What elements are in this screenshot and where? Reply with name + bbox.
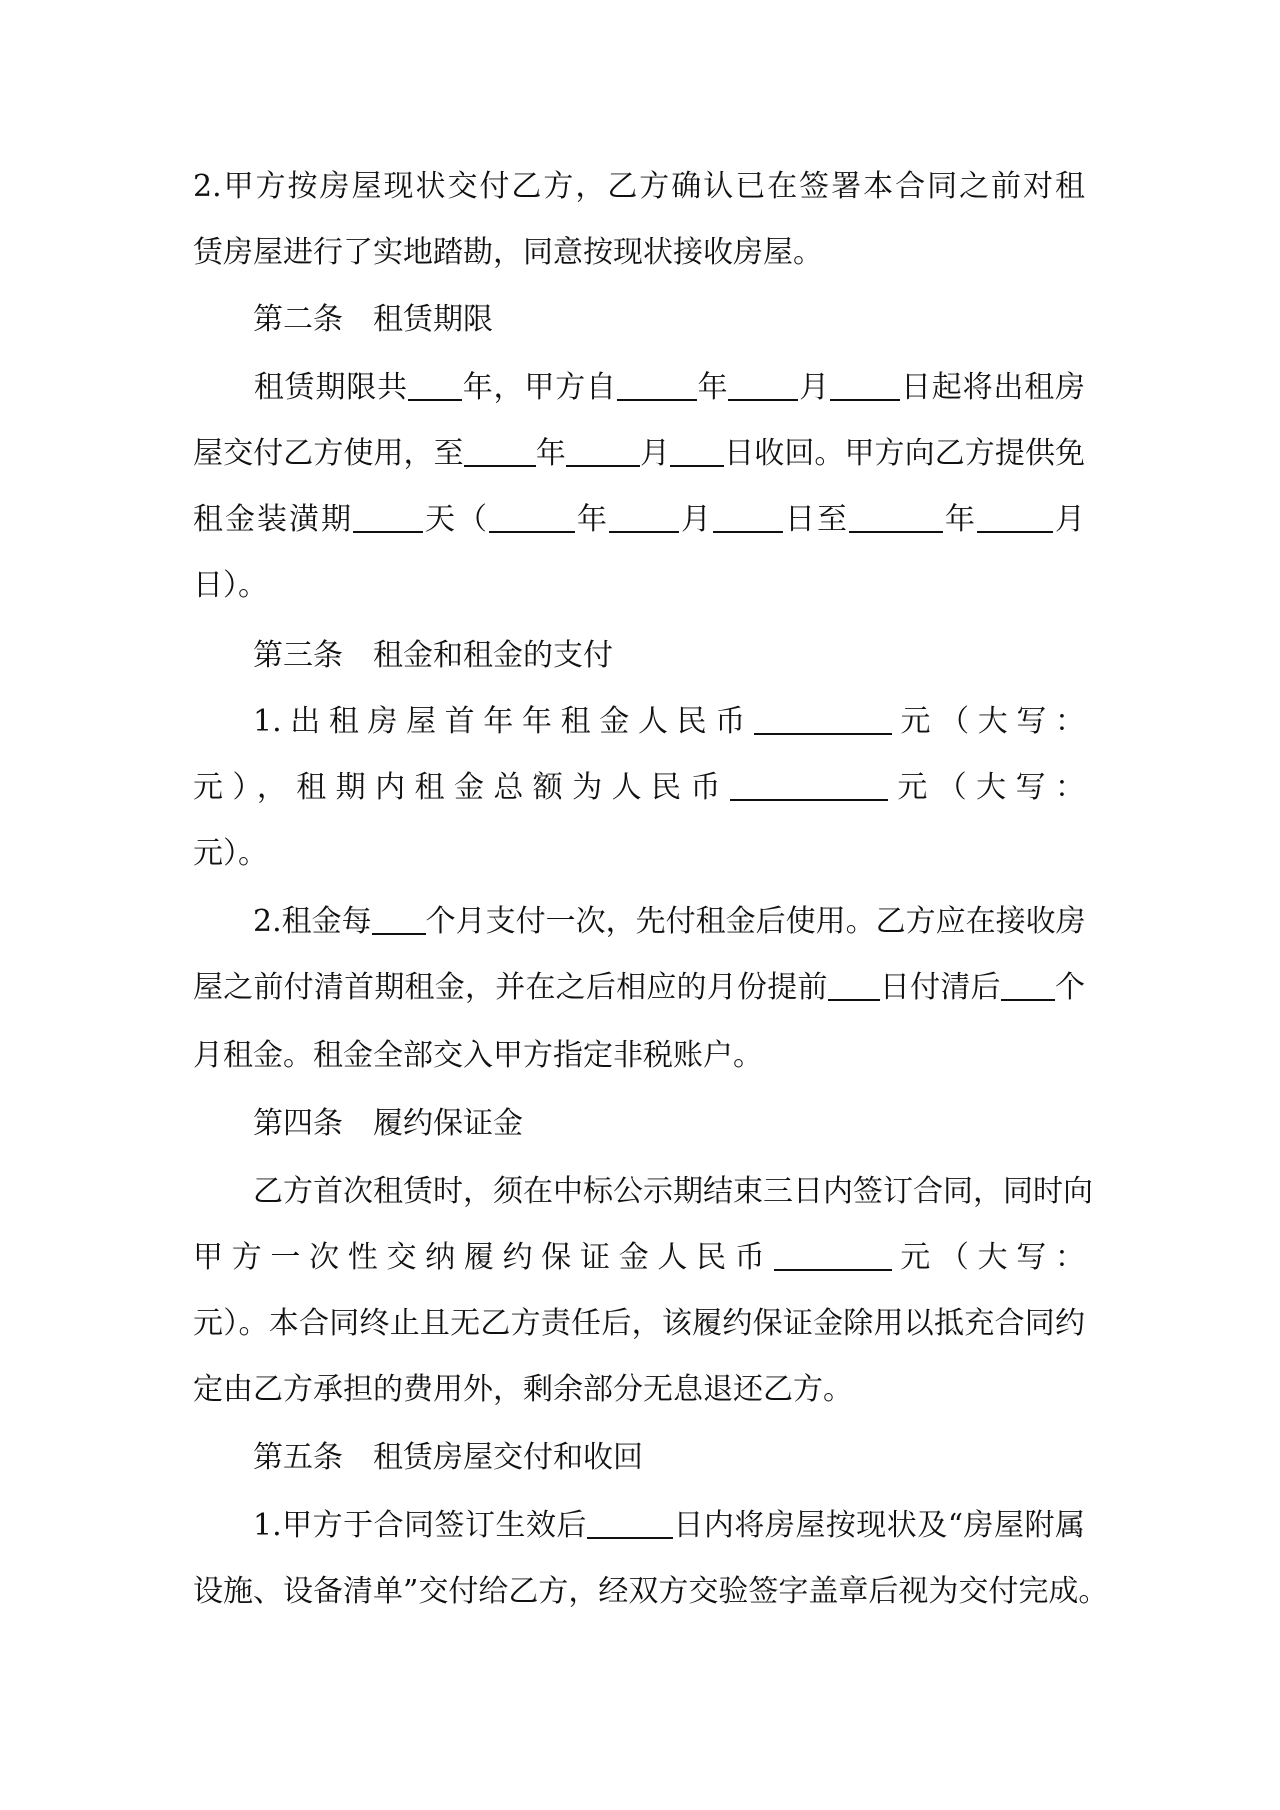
blank-first-year-rent[interactable] (754, 703, 892, 735)
article-4-line-1: 乙方首次租赁时，须在中标公示期结束三日内签订合同，同时向 (253, 1174, 1093, 1209)
blank-free-end-month[interactable] (977, 501, 1053, 533)
blank-handover-days[interactable] (587, 1507, 673, 1539)
clause-1-2-line-1: 2.甲方按房屋现状交付乙方，乙方确认已在签署本合同之前对租 (193, 169, 1085, 204)
article-5-title: 租赁房屋交付和收回 (373, 1440, 643, 1475)
blank-following-months[interactable] (1001, 969, 1055, 1001)
clause-1-2-line-2: 赁房屋进行了实地踏勘，同意按现状接收房屋。 (193, 235, 823, 270)
blank-advance-days[interactable] (828, 969, 880, 1001)
blank-start-day[interactable] (830, 369, 900, 401)
article-3-clause-1-line-3: 元）。 (193, 836, 268, 871)
article-4-line-3: 元）。本合同终止且无乙方责任后，该履约保证金除用以抵充合同约 (193, 1306, 1085, 1341)
article-4-line-2: 甲方一次性交纳履约保证金人民币 元（大写： (193, 1240, 1085, 1275)
article-2-heading (253, 300, 493, 340)
blank-lease-years[interactable] (408, 369, 462, 401)
article-3-number: 第三条 (253, 638, 343, 673)
article-3-title: 租金和租金的支付 (373, 638, 613, 673)
article-2-number: 第二条 (253, 302, 343, 337)
article-3-heading (253, 636, 613, 676)
blank-end-month[interactable] (566, 435, 640, 467)
article-2-line-4: 日）。 (193, 568, 268, 603)
article-3-clause-1-line-2: 元），租期内租金总额为人民币 元（大写： (193, 770, 1086, 805)
article-4-heading (253, 1104, 523, 1144)
blank-deposit-amount[interactable] (774, 1239, 892, 1271)
article-4-number: 第四条 (253, 1106, 343, 1141)
blank-free-start-year[interactable] (489, 501, 575, 533)
article-5-heading (253, 1438, 643, 1478)
article-2-title: 租赁期限 (373, 302, 493, 337)
article-5-line-1: 1.甲方于合同签订生效后 日内将房屋按现状及“房屋附属 (253, 1508, 1085, 1543)
blank-start-month[interactable] (728, 369, 798, 401)
article-3-clause-1-line-1: 1.出租房屋首年年租金人民币 元（大写： (253, 704, 1086, 739)
article-4-title: 履约保证金 (373, 1106, 523, 1141)
article-4-line-4: 定由乙方承担的费用外，剩余部分无息退还乙方。 (193, 1372, 853, 1407)
blank-rent-free-days[interactable] (353, 501, 423, 533)
blank-free-end-year[interactable] (849, 501, 943, 533)
article-3-clause-2-line-2: 屋之前付清首期租金，并在之后相应的月份提前 日付清后 个 (193, 970, 1086, 1005)
article-3-clause-2-line-3: 月租金。租金全部交入甲方指定非税账户。 (193, 1038, 763, 1073)
article-5-line-2: 设施、设备清单”交付给乙方，经双方交验签字盖章后视为交付完成。 (193, 1574, 1109, 1609)
blank-free-start-day[interactable] (713, 501, 783, 533)
article-2-line-3: 租金装潢期 天（ 年 月 日至 年 月 (193, 502, 1085, 537)
article-2-line-2: 屋交付乙方使用，至 年 月 日收回。甲方向乙方提供免 (193, 436, 1086, 471)
blank-start-year[interactable] (617, 369, 697, 401)
blank-end-year[interactable] (464, 435, 536, 467)
blank-free-start-month[interactable] (609, 501, 679, 533)
blank-total-rent[interactable] (730, 769, 888, 801)
article-3-clause-2-line-1: 2.租金每 个月支付一次，先付租金后使用。乙方应在接收房 (253, 904, 1086, 939)
blank-payment-months[interactable] (372, 903, 426, 935)
blank-end-day[interactable] (670, 435, 724, 467)
article-2-line-1: 租赁期限共 年，甲方自 年 月 日起将出租房 (253, 370, 1086, 405)
article-5-number: 第五条 (253, 1440, 343, 1475)
